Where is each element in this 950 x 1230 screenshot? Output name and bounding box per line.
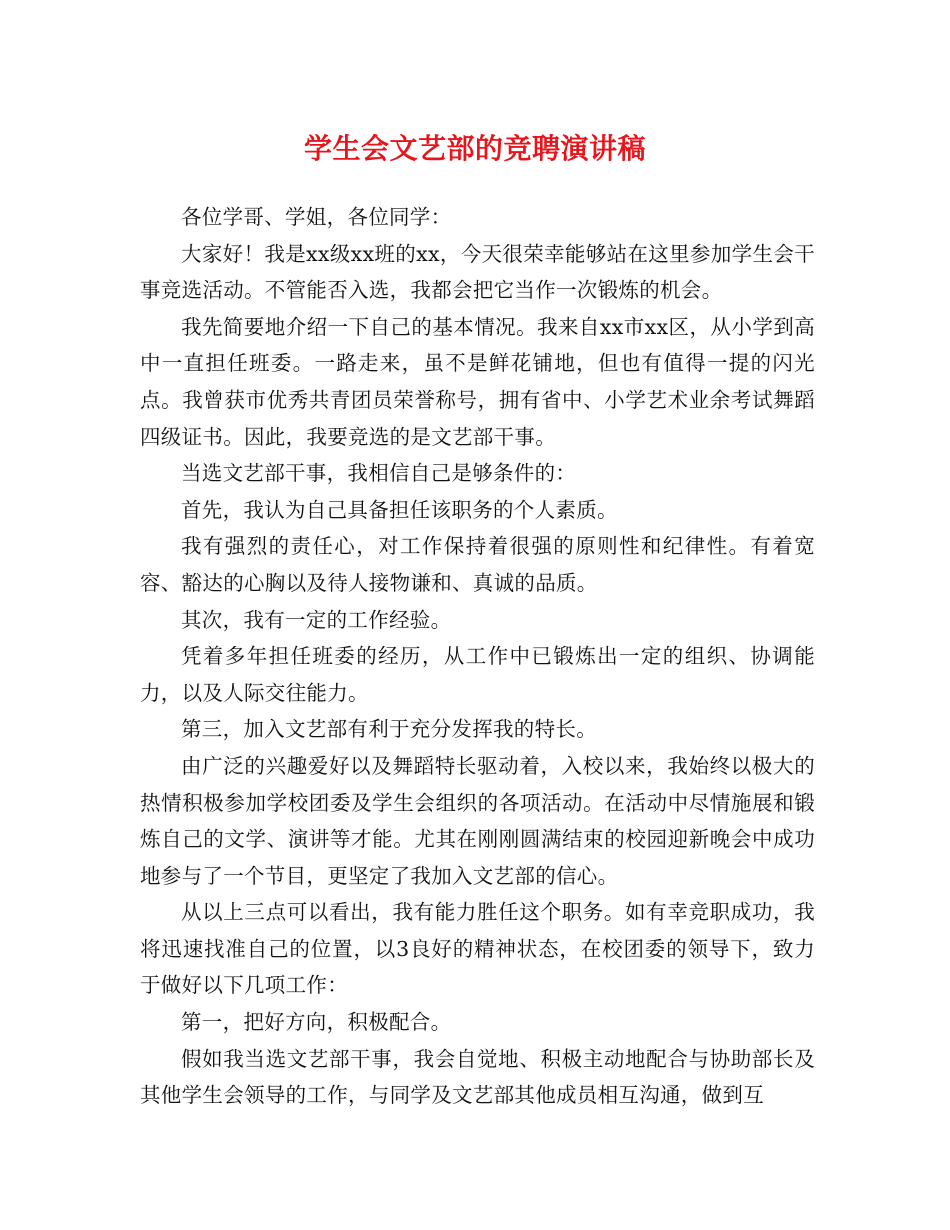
paragraph-first-point: 首先，我认为自己具备担任该职务的个人素质。	[181, 497, 618, 522]
paragraph-work-plan-first: 第一，把好方向，积极配合。	[181, 1010, 452, 1035]
paragraph-introduction: 大家好！我是xx级xx班的xx，今天很荣幸能够站在这里参加学生会干事竞选活动。不管能否入选，我都会把它当作一次锻炼的机会。	[140, 241, 815, 303]
paragraph-personal-quality: 我有强烈的责任心，对工作保持着很强的原则性和纪律性。有着宽容、豁达的心胸以及待人接物谦和、真诚的品质。	[140, 534, 815, 595]
paragraph-third-point: 第三，加入文艺部有利于充分发挥我的特长。	[181, 717, 597, 742]
paragraph-experience: 凭着多年担任班委的经历，从工作中已锻炼出一定的组织、协调能力，以及人际交往能力。	[140, 644, 815, 705]
paragraph-cooperation: 假如我当选文艺部干事，我会自觉地、积极主动地配合与协助部长及其他学生会领导的工作，与同学及文艺部其他成员相互沟通，做到互	[140, 1046, 815, 1108]
paragraph-qualification-lead: 当选文艺部干事，我相信自己是够条件的：	[181, 461, 577, 486]
paragraph-background: 我先简要地介绍一下自己的基本情况。我来自xx市xx区，从小学到高中一直担任班委。一路走来，虽不是鲜花铺地，但也有值得一提的闪光点。我曾获市优秀共青团员荣誉称号，拥有省中、小学艺术业余考试舞蹈四级证书。因此，我要竞选的是文艺部干事。	[140, 314, 815, 449]
paragraph-specialty: 由广泛的兴趣爱好以及舞蹈特长驱动着，入校以来，我始终以极大的热情积极参加学校团委及学生会组织的各项活动。在活动中尽情施展和锻炼自己的文学、演讲等才能。尤其在刚刚圆满结束的校园迎新晚会中成功地参与了一个节目，更坚定了我加入文艺部的信心。	[140, 753, 815, 888]
paragraph-greeting: 各位学哥、学姐，各位同学：	[181, 205, 452, 229]
document-title: 学生会文艺部的竞聘演讲稿	[303, 132, 646, 165]
paragraph-conclusion: 从以上三点可以看出，我有能力胜任这个职务。如有幸竞职成功，我将迅速找准自己的位置，以3良好的精神状态，在校团委的领导下，致力于做好以下几项工作：	[140, 900, 815, 998]
document-body	[140, 199, 815, 1114]
paragraph-second-point: 其次，我有一定的工作经验。	[181, 607, 452, 632]
